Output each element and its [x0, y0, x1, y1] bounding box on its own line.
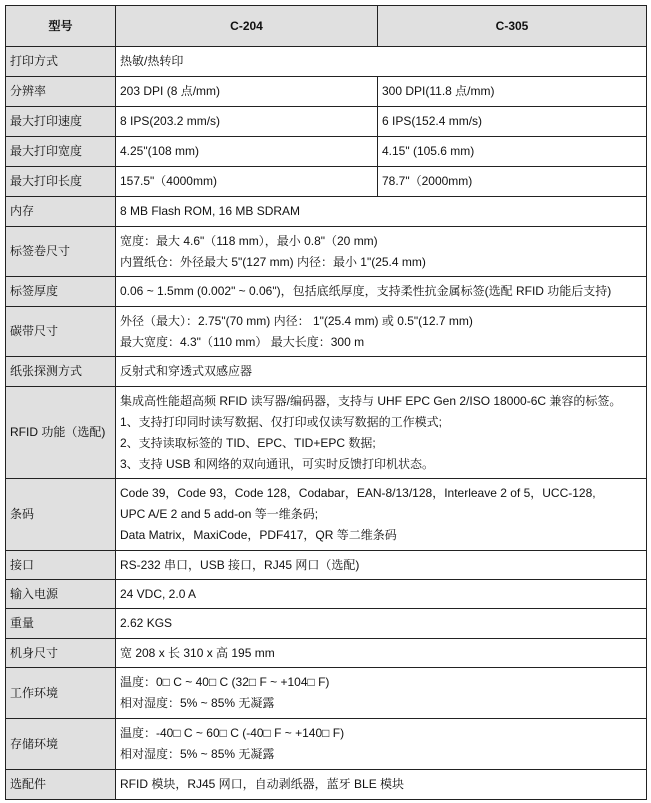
header-model-c305: C-305 [378, 6, 647, 47]
table-row [6, 77, 647, 107]
value-c204: 157.5"（4000mm) [116, 167, 378, 197]
header-model-c204: C-204 [116, 6, 378, 47]
row-label: 碳带尺寸 [6, 307, 116, 357]
value-line: Code 39，Code 93，Code 128，Codabar，EAN-8/13/128，Interleave 2 of 5，UCC-128, [120, 486, 596, 500]
row-label: 打印方式 [6, 47, 116, 77]
row-label: 输入电源 [6, 580, 116, 609]
row-label: 工作环境 [6, 668, 116, 719]
row-value: 热敏/热转印 [116, 47, 647, 77]
value-c305: 78.7"（2000mm) [378, 167, 647, 197]
row-label: 最大打印速度 [6, 107, 116, 137]
row-label: 存储环境 [6, 719, 116, 770]
spec-table [5, 5, 647, 800]
row-value [116, 668, 647, 719]
value-c305: 300 DPI(11.8 点/mm) [378, 77, 647, 107]
table-row [6, 770, 647, 800]
value-line: 外径（最大）：2.75"(70 mm) 内径： 1"(25.4 mm) 或 0.5"(12.7 mm) [120, 313, 473, 328]
table-row [6, 580, 647, 609]
row-label: 最大打印宽度 [6, 137, 116, 167]
row-value: 反射式和穿透式双感应器 [116, 357, 647, 387]
row-label: 标签厚度 [6, 277, 116, 307]
row-value: 0.06 ~ 1.5mm (0.002" ~ 0.06")，包括底纸厚度，支持柔性抗金属标签(选配 RFID 功能后支持) [116, 277, 647, 307]
row-label: 纸张探测方式 [6, 357, 116, 387]
row-label: 接口 [6, 551, 116, 580]
table-row [6, 197, 647, 227]
table-row [6, 719, 647, 770]
table-row [6, 551, 647, 580]
row-value [116, 719, 647, 770]
value-c305: 4.15" (105.6 mm) [378, 137, 647, 167]
table-row [6, 387, 647, 479]
value-line: 3、支持 USB 和网络的双向通讯，可实时反馈打印机状态。 [120, 456, 435, 471]
row-value: 24 VDC, 2.0 A [116, 580, 647, 609]
row-value: RS-232 串口，USB 接口，RJ45 网口（选配) [116, 551, 647, 580]
row-label: 条码 [6, 479, 116, 551]
value-line: UPC A/E 2 and 5 add-on 等一维条码; [120, 507, 319, 521]
row-label: 分辨率 [6, 77, 116, 107]
table-row [6, 307, 647, 357]
table-row [6, 277, 647, 307]
value-c305: 6 IPS(152.4 mm/s) [378, 107, 647, 137]
value-line: 内置纸仓：外径最大 5"(127 mm) 内径：最小 1"(25.4 mm) [120, 254, 426, 269]
value-line: 宽度：最大 4.6"（118 mm），最小 0.8"（20 mm) [120, 233, 378, 248]
value-c204: 203 DPI (8 点/mm) [116, 77, 378, 107]
row-value: 8 MB Flash ROM, 16 MB SDRAM [116, 197, 647, 227]
row-label: 内存 [6, 197, 116, 227]
table-row [6, 479, 647, 551]
table-row [6, 107, 647, 137]
value-line: 2、支持读取标签的 TID、EPC、TID+EPC 数据; [120, 435, 376, 450]
table-row [6, 639, 647, 668]
row-label: 机身尺寸 [6, 639, 116, 668]
row-label: RFID 功能（选配) [6, 387, 116, 479]
value-c204: 4.25"(108 mm) [116, 137, 378, 167]
table-row [6, 227, 647, 277]
row-label: 标签卷尺寸 [6, 227, 116, 277]
table-row [6, 668, 647, 719]
value-line: 相对湿度：5% ~ 85% 无凝露 [120, 747, 275, 761]
value-line: 1、支持打印同时读写数据、仅打印或仅读写数据的工作模式; [120, 414, 443, 429]
table-row [6, 609, 647, 639]
header-row [6, 6, 647, 47]
value-line: 温度：0□ C ~ 40□ C (32□ F ~ +104□ F) [120, 675, 330, 689]
value-c204: 8 IPS(203.2 mm/s) [116, 107, 378, 137]
table-row [6, 137, 647, 167]
header-label: 型号 [6, 6, 116, 47]
table-row [6, 47, 647, 77]
value-line: 温度：-40□ C ~ 60□ C (-40□ F ~ +140□ F) [120, 726, 345, 740]
value-line: Data Matrix，MaxiCode，PDF417，QR 等二维条码 [120, 528, 397, 542]
value-line: 相对湿度：5% ~ 85% 无凝露 [120, 696, 275, 710]
row-value [116, 227, 647, 277]
row-label: 最大打印长度 [6, 167, 116, 197]
row-value: 2.62 KGS [116, 609, 647, 639]
row-value [116, 387, 647, 479]
value-line: 最大宽度：4.3"（110 mm） 最大长度：300 m [120, 334, 365, 349]
table-row [6, 357, 647, 387]
table-row [6, 167, 647, 197]
value-line: 集成高性能超高频 RFID 读写器/编码器，支持与 UHF EPC Gen 2/ISO 18000-6C 兼容的标签。 [120, 393, 622, 408]
row-value [116, 307, 647, 357]
row-label: 重量 [6, 609, 116, 639]
row-value [116, 479, 647, 551]
row-value: RFID 模块，RJ45 网口，自动剥纸器，蓝牙 BLE 模块 [116, 770, 647, 800]
row-value: 宽 208 x 长 310 x 高 195 mm [116, 639, 647, 668]
row-label: 选配件 [6, 770, 116, 800]
